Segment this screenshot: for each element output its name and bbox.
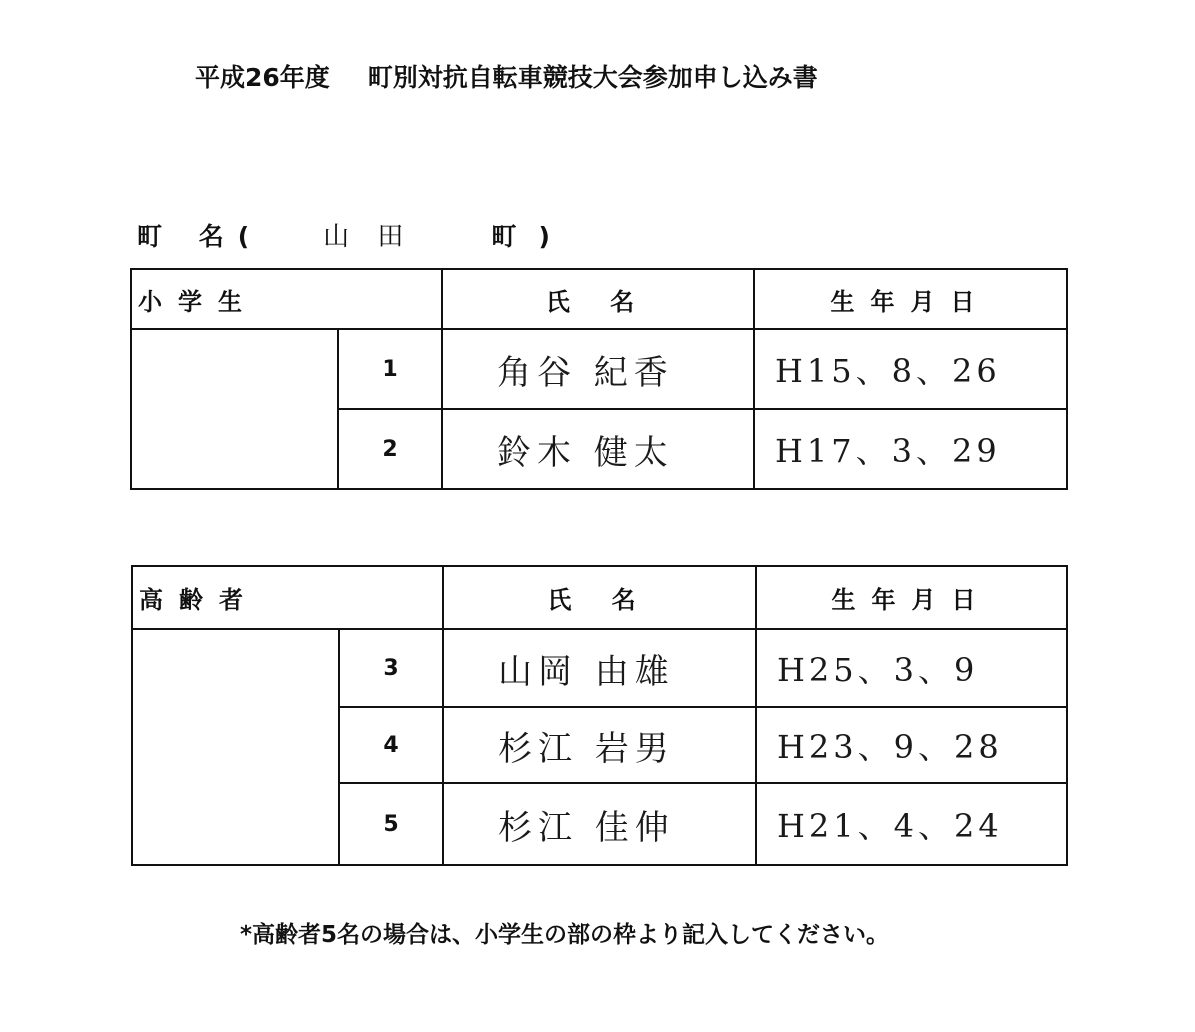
elementary-header-row — [131, 269, 1067, 329]
row-number: 4 — [339, 707, 443, 783]
senior-table — [131, 565, 1068, 866]
elementary-table — [130, 268, 1068, 490]
senior-blank-cell — [132, 629, 339, 865]
senior-section-label: 高齢者 — [132, 566, 443, 629]
participant-birthdate: H23、9、28 — [756, 707, 1067, 783]
elementary-name-header: 氏 名 — [442, 269, 754, 329]
table-row — [132, 629, 1067, 707]
table-row — [131, 329, 1067, 409]
town-suffix: 町 — [491, 222, 517, 251]
elementary-birth-header: 生年月日 — [754, 269, 1067, 329]
senior-header-row — [132, 566, 1067, 629]
title-main: 町別対抗自転車競技大会参加申し込み書 — [367, 63, 818, 92]
town-label: 町 名 — [137, 222, 238, 251]
participant-birthdate: H15、8、26 — [754, 329, 1067, 409]
instruction-note: *高齢者5名の場合は、小学生の部の枠より記入してください。 — [240, 922, 890, 948]
town-open-paren: ( — [237, 222, 250, 251]
participant-name: 杉江 岩男 — [443, 707, 756, 783]
participant-birthdate: H21、4、24 — [756, 783, 1067, 865]
title-year: 平成26年度 — [195, 63, 330, 92]
participant-birthdate: H17、3、29 — [754, 409, 1067, 489]
town-name-handwritten: 山 田 — [323, 222, 414, 252]
row-number: 3 — [339, 629, 443, 707]
elementary-section-label: 小学生 — [131, 269, 442, 329]
row-number: 2 — [338, 409, 442, 489]
senior-birth-header: 生年月日 — [756, 566, 1067, 629]
participant-birthdate: H25、3、9 — [756, 629, 1067, 707]
participant-name: 杉江 佳伸 — [443, 783, 756, 865]
row-number: 1 — [338, 329, 442, 409]
town-close-paren: ) — [538, 222, 550, 251]
senior-name-header: 氏 名 — [443, 566, 756, 629]
elementary-blank-cell — [131, 329, 338, 489]
participant-name: 山岡 由雄 — [443, 629, 756, 707]
town-line — [137, 216, 550, 253]
form-title — [195, 58, 818, 94]
participant-name: 角谷 紀香 — [442, 329, 754, 409]
participant-name: 鈴木 健太 — [442, 409, 754, 489]
row-number: 5 — [339, 783, 443, 865]
